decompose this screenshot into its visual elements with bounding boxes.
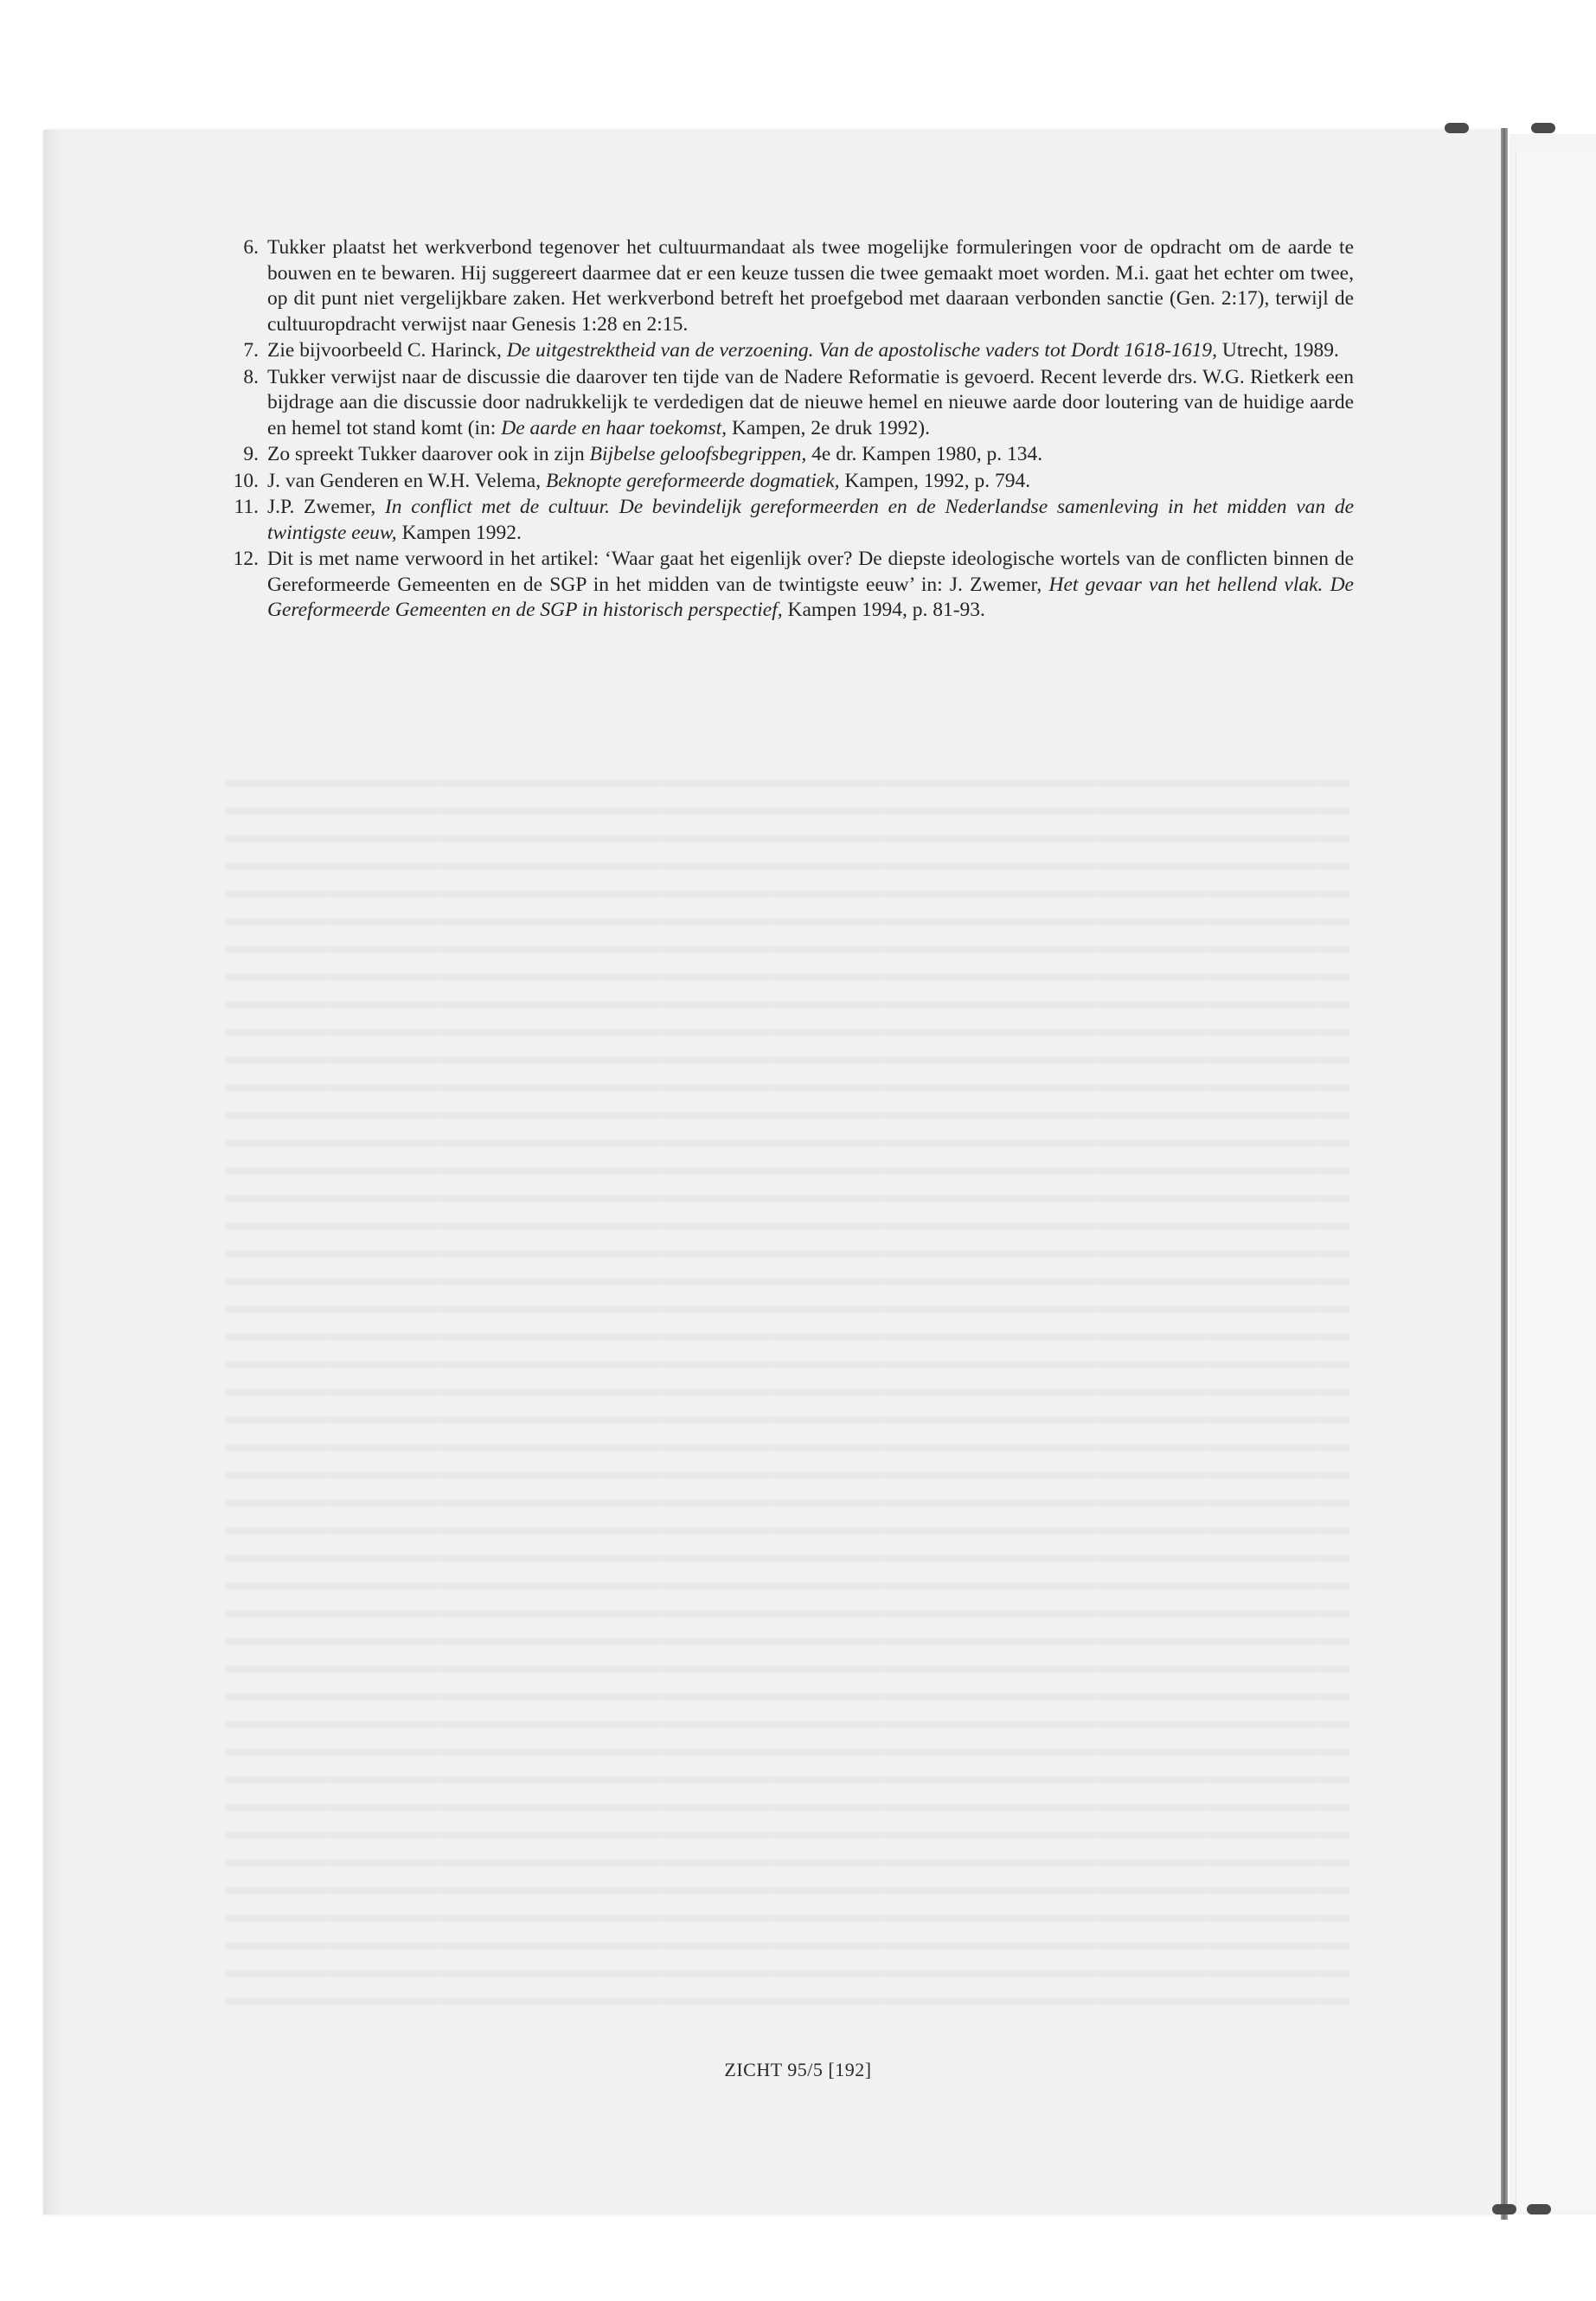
page-footer: ZICHT 95/5 [192]: [724, 2059, 872, 2080]
footnote-text-segment: Kampen, 2e druk 1992).: [727, 416, 931, 439]
footnote-text: [267, 469, 1354, 495]
next-sheet-inner: [1516, 151, 1596, 2210]
footnote-number: 11.: [234, 496, 259, 518]
page-left-edge: [43, 130, 59, 2214]
footnote-number: 12.: [233, 548, 259, 570]
footnote-number: 8.: [243, 365, 259, 388]
footnote-text: [267, 338, 1354, 364]
footnote-text: [267, 235, 1354, 337]
footnote-item: [221, 365, 1354, 442]
footnote-text-segment: Zo spreekt Tukker daarover ook in zijn: [267, 443, 590, 465]
footnote-text-segment: Kampen 1992.: [396, 521, 522, 544]
footnote-title-italic: Bijbelse geloofsbegrippen,: [589, 443, 807, 465]
footnote-text-segment: J. van Genderen en W.H. Velema,: [267, 469, 546, 492]
binder-clip-icon: [1445, 123, 1469, 133]
footnote-text-segment: Kampen, 1992, p. 794.: [839, 469, 1031, 492]
footnote-item: [221, 442, 1354, 468]
footnote-text: [267, 365, 1354, 442]
footnote-text: [267, 547, 1354, 624]
footnote-item: [221, 495, 1354, 546]
footnote-text-segment: Zie bijvoorbeeld C. Harinck,: [267, 339, 507, 362]
footnote-text: [267, 495, 1354, 546]
footnote-title-italic: Het gevaar van het hellend vlak. De Gereformeerde Gemeenten en de SGP in historisch perspectief,: [267, 573, 1354, 621]
footnote-item: [221, 235, 1354, 337]
binder-clip-icon: [1527, 2204, 1551, 2214]
footnote-item: [221, 547, 1354, 624]
footnote-text-segment: J.P. Zwemer,: [267, 496, 385, 518]
bleed-through-text: [225, 761, 1349, 2016]
footnote-text-segment: 4e dr. Kampen 1980, p. 134.: [806, 443, 1043, 465]
binder-clip-icon: [1531, 123, 1555, 133]
footnote-text-segment: Kampen 1994, p. 81-93.: [782, 599, 985, 621]
footnote-number: 10.: [233, 469, 259, 492]
binder-spine: [1501, 128, 1508, 2220]
footnote-title-italic: Beknopte gereformeerde dogmatiek,: [545, 469, 840, 492]
footnote-item: [221, 338, 1354, 364]
footnote-text-segment: Dit is met name verwoord in het artikel: ‘Waar gaat het eigenlijk over? De diepste ideologische wortels van de conflicten binnen de Gereformeerde Gemeenten en de SGP in het midden van de twintigste eeuw’ in: J. Zwemer,: [267, 548, 1354, 596]
footnote-text-segment: Tukker verwijst naar de discussie die daarover ten tijde van de Nadere Reformatie is gevoerd. Recent leverde drs. W.G. Rietkerk een bijdrage aan die discussie door nadrukkelijk te verdedigen dat de nieuwe hemel en nieuwe aarde door loutering van de huidige aarde en hemel tot stand komt (in:: [267, 365, 1354, 439]
footnote-title-italic: In conflict met de cultuur. De bevindelijk gereformeerden en de Nederlandse samenleving in het midden van de twintigste eeuw,: [267, 496, 1354, 544]
footnote-number: 7.: [243, 339, 259, 362]
footnote-text-segment: Utrecht, 1989.: [1216, 339, 1339, 362]
footnote-number: 6.: [243, 236, 259, 259]
footnote-item: [221, 469, 1354, 495]
binder-clip-icon: [1492, 2204, 1516, 2214]
footnote-text-segment: Tukker plaatst het werkverbond tegenover het cultuurmandaat als twee mogelijke formuleringen voor de opdracht om de aarde te bouwen en te bewaren. Hij suggereert daarmee dat er een keuze tussen die twee gemaakt moet worden. M.i. gaat het echter om twee, op dit punt niet vergelijkbare zaken. Het werkverbond betreft het proefgebod met daaraan verbonden sanctie (Gen. 2:17), terwijl de cultuuropdracht verwijst naar Genesis 1:28 en 2:15.: [267, 236, 1354, 336]
footnote-text: [267, 442, 1354, 468]
footnote-title-italic: De aarde en haar toekomst,: [501, 416, 727, 439]
footnote-number: 9.: [243, 443, 259, 465]
footnote-list: [221, 235, 1354, 625]
footnote-title-italic: De uitgestrektheid van de verzoening. Van de apostolische vaders tot Dordt 1618-1619,: [506, 339, 1217, 362]
